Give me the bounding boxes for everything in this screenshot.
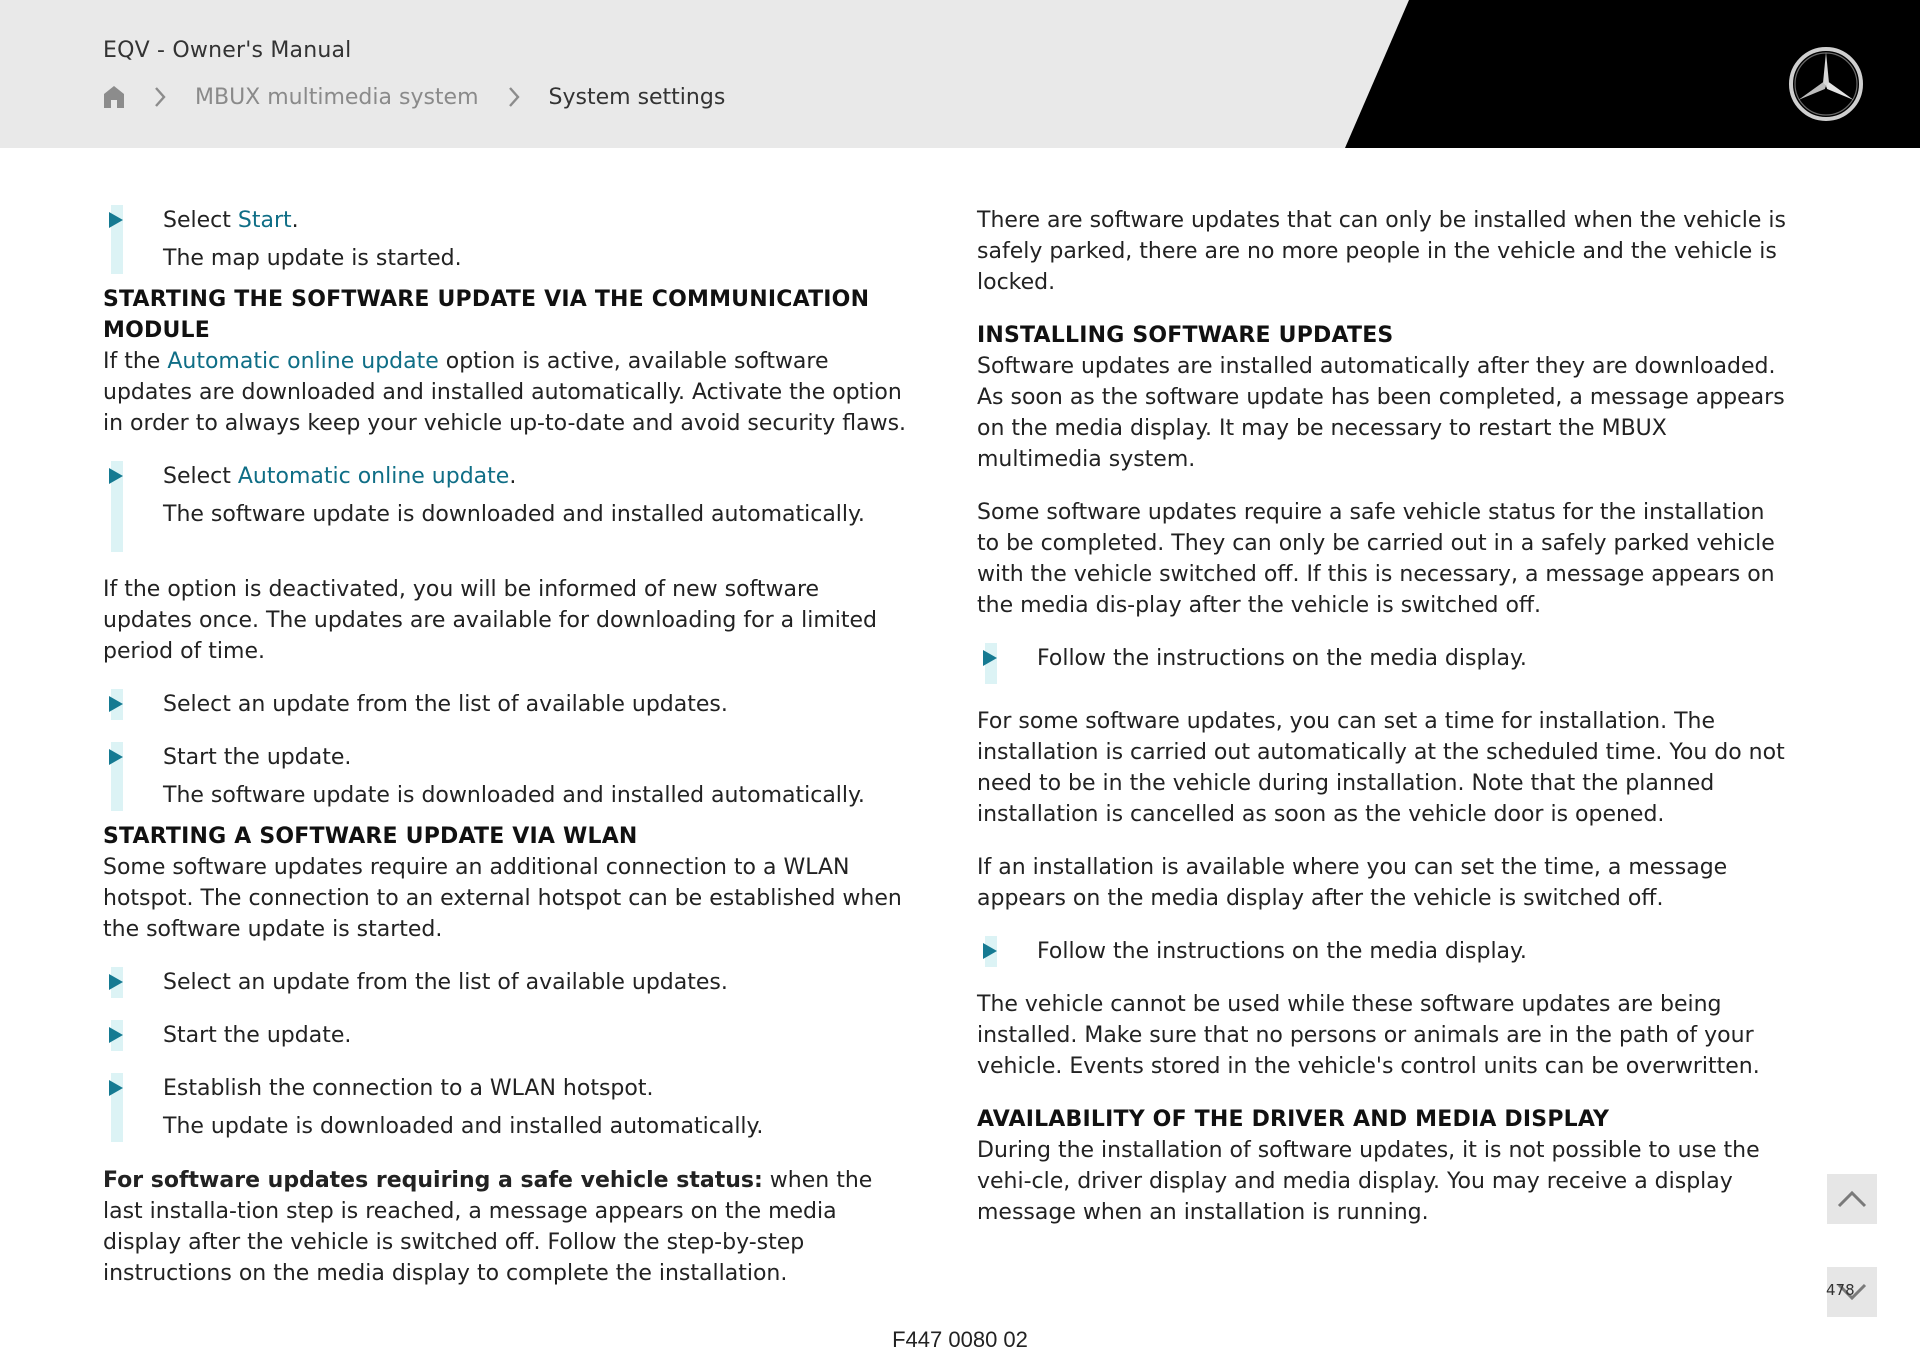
step-result: The software update is downloaded and installed automatically.	[163, 502, 865, 527]
document-title: EQV - Owner's Manual	[103, 38, 352, 63]
instruction-step	[103, 461, 913, 552]
breadcrumb-item-mbux[interactable]: MBUX multimedia system	[195, 84, 479, 110]
paragraph: Some software updates require an additional connection to a WLAN hotspot. The connection to an external hotspot can be established when the software update is started.	[103, 855, 902, 942]
automatic-online-update-link[interactable]: Automatic online update	[167, 349, 439, 374]
page-header	[0, 0, 1920, 148]
paragraph: Software updates are installed automatically after they are downloaded. As soon as the software update has been completed, a message appears on the media display. It may be necessary to restart the MBUX multimedia system.	[977, 354, 1785, 472]
step-text: Establish the connection to a WLAN hotspot.	[163, 1076, 654, 1101]
bullet-arrow-icon	[109, 468, 123, 484]
step-text: Start the update.	[163, 1023, 352, 1048]
paragraph: There are software updates that can only be installed when the vehicle is safely parked, there are no more people in the vehicle and the vehicle is locked.	[977, 208, 1786, 295]
paragraph: The vehicle cannot be used while these software updates are being installed. Make sure that no persons or animals are in the path of your vehicle. Events stored in the vehicle's control units can be overwritten.	[977, 992, 1760, 1079]
instruction-step	[103, 742, 913, 811]
footer-code: F447 0080 02	[892, 1327, 1028, 1352]
home-icon[interactable]	[103, 85, 125, 109]
chevron-right-icon	[507, 86, 521, 108]
start-link[interactable]: Start	[237, 208, 292, 233]
bullet-arrow-icon	[109, 1080, 123, 1096]
instruction-step	[103, 1020, 913, 1051]
bold-lead: For software updates requiring a safe vehicle status:	[103, 1168, 763, 1193]
scroll-up-button[interactable]	[1827, 1174, 1877, 1224]
step-text: Select an update from the list of available updates.	[163, 970, 728, 995]
chevron-up-icon	[1837, 1190, 1867, 1208]
page-number: 478	[1826, 1281, 1855, 1299]
paragraph: If the option is deactivated, you will be informed of new software updates once. The updates are available for downloading for a limited period of time.	[103, 577, 877, 664]
bullet-arrow-icon	[109, 212, 123, 228]
instruction-step	[977, 936, 1787, 967]
step-text: Select Automatic online update.	[163, 464, 517, 489]
bullet-arrow-icon	[983, 943, 997, 959]
step-text: Follow the instructions on the media display.	[1037, 939, 1527, 964]
step-result: The map update is started.	[163, 246, 462, 271]
breadcrumb	[103, 82, 725, 112]
step-text: Start the update.	[163, 745, 352, 770]
section-heading: AVAILABILITY OF THE DRIVER AND MEDIA DISPLAY	[977, 1107, 1610, 1132]
bullet-arrow-icon	[109, 749, 123, 765]
instruction-step	[103, 689, 913, 720]
step-result: The software update is downloaded and installed automatically.	[163, 783, 865, 808]
paragraph: Some software updates require a safe vehicle status for the installation to be completed. They can only be carried out in a safely parked vehicle with the vehicle switched off. If this is necessary, a message appears on the media dis-play after the vehicle is switched off.	[977, 500, 1775, 618]
step-result: The update is downloaded and installed automatically.	[163, 1114, 764, 1139]
right-column	[977, 205, 1787, 1228]
paragraph: During the installation of software updates, it is not possible to use the vehi-cle, driver display and media display. You may receive a display message when an installation is running.	[977, 1138, 1760, 1225]
bullet-arrow-icon	[983, 650, 997, 666]
instruction-step	[103, 967, 913, 998]
bullet-arrow-icon	[109, 974, 123, 990]
paragraph: For software updates requiring a safe vehicle status: when the last installa-tion step is reached, a message appears on the media display after the vehicle is switched off. Follow the step-by-step instructions on the media display to complete the installation.	[103, 1168, 873, 1286]
paragraph: For some software updates, you can set a time for installation. The installation is carried out automatically at the scheduled time. You do not need to be in the vehicle during installation. Note that the planned installation is cancelled as soon as the vehicle door is opened.	[977, 709, 1785, 827]
step-text: Select Start.	[163, 208, 299, 233]
section-heading: STARTING THE SOFTWARE UPDATE VIA THE COMMUNICATION MODULE	[103, 287, 870, 343]
section-heading: STARTING A SOFTWARE UPDATE VIA WLAN	[103, 824, 638, 849]
bullet-arrow-icon	[109, 1027, 123, 1043]
instruction-step	[103, 205, 913, 274]
chevron-right-icon	[153, 86, 167, 108]
bullet-arrow-icon	[109, 696, 123, 712]
instruction-step	[977, 643, 1787, 684]
instruction-step	[103, 1073, 913, 1142]
mercedes-star-logo	[1788, 46, 1864, 122]
section-heading: INSTALLING SOFTWARE UPDATES	[977, 323, 1394, 348]
automatic-online-update-link[interactable]: Automatic online update	[237, 464, 510, 489]
breadcrumb-item-system-settings: System settings	[548, 84, 726, 110]
step-text: Select an update from the list of available updates.	[163, 692, 728, 717]
paragraph: If the Automatic online update option is active, available software updates are downloaded and installed automatically. Activate the option in order to always keep your vehicle up-to-date and avoid security flaws.	[103, 349, 907, 436]
paragraph: If an installation is available where you can set the time, a message appears on the media display after the vehicle is switched off.	[977, 855, 1728, 911]
step-text: Follow the instructions on the media display.	[1037, 646, 1527, 671]
left-column	[103, 205, 913, 1289]
